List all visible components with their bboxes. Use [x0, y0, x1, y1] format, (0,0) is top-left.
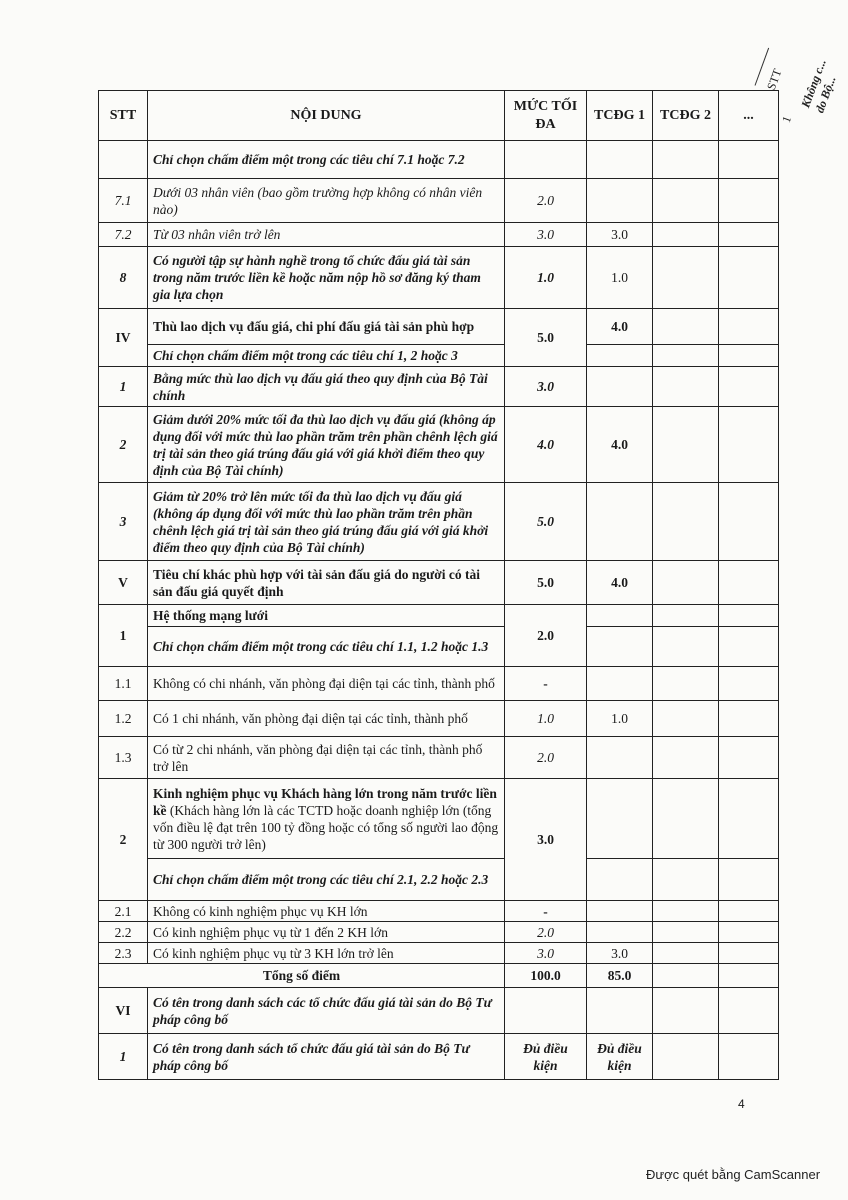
cell-tcdg2: [653, 367, 719, 407]
cell-tcdg2: [653, 627, 719, 667]
cell-tcdg2: [653, 141, 719, 179]
cell-stt: VI: [99, 988, 148, 1034]
cell-tcdg1: 4.0: [587, 407, 653, 483]
table-row: [99, 345, 779, 367]
cell-content-note: Chỉ chọn chấm điểm một trong các tiêu chí 1.1, 1.2 hoặc 1.3: [148, 627, 505, 667]
side-page-text: Không c... do Bộ...: [798, 57, 839, 115]
cell-max: 3.0: [505, 779, 587, 901]
cell-max: 3.0: [505, 943, 587, 964]
table-row: [99, 483, 779, 561]
cell-tcdg2: [653, 922, 719, 943]
cell-tcdg1: [587, 605, 653, 627]
cell-max: 2.0: [505, 179, 587, 223]
cell-etc: [719, 223, 779, 247]
cell-max: 3.0: [505, 367, 587, 407]
cell-content: Bằng mức thù lao dịch vụ đấu giá theo quy định của Bộ Tài chính: [148, 367, 505, 407]
table-row: [99, 901, 779, 922]
cell-etc: [719, 247, 779, 309]
table-row: [99, 605, 779, 627]
cell-tcdg2: [653, 179, 719, 223]
cell-etc: [719, 943, 779, 964]
cell-max: -: [505, 667, 587, 701]
header-etc: ...: [719, 91, 779, 141]
header-tcdg2: TCĐG 2: [653, 91, 719, 141]
table-row: [99, 701, 779, 737]
cell-total-label: Tổng số điểm: [99, 964, 505, 988]
table-row: [99, 779, 779, 859]
cell-stt: 1: [99, 1034, 148, 1080]
cell-stt: 2.1: [99, 901, 148, 922]
cell-tcdg2: [653, 309, 719, 345]
cell-stt: [99, 141, 148, 179]
cell-content: Có tên trong danh sách các tổ chức đấu giá tài sản do Bộ Tư pháp công bố: [148, 988, 505, 1034]
cell-tcdg1: 1.0: [587, 701, 653, 737]
table-row: [99, 988, 779, 1034]
header-stt: STT: [99, 91, 148, 141]
table-row: [99, 737, 779, 779]
cell-content: Không có chi nhánh, văn phòng đại diện tại các tỉnh, thành phố: [148, 667, 505, 701]
cell-tcdg2: [653, 605, 719, 627]
cell-tcdg1: 85.0: [587, 964, 653, 988]
cell-max: 1.0: [505, 247, 587, 309]
table-row-total: [99, 964, 779, 988]
cell-stt: 3: [99, 483, 148, 561]
cell-etc: [719, 605, 779, 627]
cell-tcdg2: [653, 943, 719, 964]
cell-etc: [719, 141, 779, 179]
scanner-watermark: Được quét bằng CamScanner: [646, 1167, 821, 1182]
table-row: [99, 247, 779, 309]
cell-content: Hệ thống mạng lưới: [148, 605, 505, 627]
table-row: [99, 141, 779, 179]
header-max: MỨC TỐI ĐA: [505, 91, 587, 141]
cell-max: 2.0: [505, 605, 587, 667]
cell-max: [505, 988, 587, 1034]
cell-stt: 8: [99, 247, 148, 309]
cell-tcdg2: [653, 901, 719, 922]
table-row: [99, 922, 779, 943]
cell-tcdg2: [653, 859, 719, 901]
table-row: [99, 223, 779, 247]
cell-tcdg2: [653, 779, 719, 859]
cell-max: 3.0: [505, 223, 587, 247]
cell-stt: 2.2: [99, 922, 148, 943]
table-row: [99, 367, 779, 407]
cell-etc: [719, 779, 779, 859]
cell-max: 5.0: [505, 309, 587, 367]
cell-max: 2.0: [505, 922, 587, 943]
cell-content: Có 1 chi nhánh, văn phòng đại diện tại các tỉnh, thành phố: [148, 701, 505, 737]
cell-etc: [719, 701, 779, 737]
cell-tcdg2: [653, 667, 719, 701]
table-row: [99, 943, 779, 964]
cell-tcdg1: [587, 141, 653, 179]
cell-stt: 1.1: [99, 667, 148, 701]
cell-tcdg2: [653, 407, 719, 483]
cell-stt: 1.3: [99, 737, 148, 779]
cell-stt: 1: [99, 605, 148, 667]
cell-tcdg2: [653, 737, 719, 779]
cell-tcdg1: Đủ điều kiện: [587, 1034, 653, 1080]
cell-tcdg2: [653, 223, 719, 247]
cell-etc: [719, 345, 779, 367]
cell-tcdg1: [587, 779, 653, 859]
cell-tcdg1: [587, 922, 653, 943]
cell-content: [148, 779, 505, 859]
cell-etc: [719, 309, 779, 345]
cell-stt: 7.1: [99, 179, 148, 223]
content-rest: (Khách hàng lớn là các TCTD hoặc doanh nghiệp lớn (tổng vốn điều lệ đạt trên 100 tỷ đồng hoặc có tổng số người lao động từ 300 người trở lên): [153, 802, 499, 852]
cell-tcdg1: [587, 345, 653, 367]
content-bold: Kinh nghiệm phục vụ Khách hàng lớn trong năm trước liền kề: [153, 785, 497, 818]
cell-tcdg2: [653, 701, 719, 737]
cell-max: -: [505, 901, 587, 922]
cell-etc: [719, 737, 779, 779]
cell-etc: [719, 988, 779, 1034]
cell-tcdg2: [653, 345, 719, 367]
table-row: [99, 667, 779, 701]
cell-stt: 2: [99, 407, 148, 483]
cell-content: Có người tập sự hành nghề trong tổ chức đấu giá tài sản trong năm trước liền kề hoặc năm nộp hồ sơ đăng ký tham gia lựa chọn: [148, 247, 505, 309]
cell-tcdg2: [653, 483, 719, 561]
cell-stt: IV: [99, 309, 148, 367]
cell-etc: [719, 1034, 779, 1080]
cell-etc: [719, 483, 779, 561]
cell-content-note: Chỉ chọn chấm điểm một trong các tiêu chí 1, 2 hoặc 3: [148, 345, 505, 367]
side-page-number: 1: [778, 114, 795, 125]
cell-tcdg1: [587, 627, 653, 667]
page-number: 4: [738, 1097, 745, 1111]
cell-content: Có kinh nghiệm phục vụ từ 3 KH lớn trở lên: [148, 943, 505, 964]
cell-content: Có tên trong danh sách tổ chức đấu giá tài sản do Bộ Tư pháp công bố: [148, 1034, 505, 1080]
table-row: [99, 859, 779, 901]
cell-tcdg2: [653, 964, 719, 988]
table-header-row: [99, 91, 779, 141]
cell-tcdg1: 3.0: [587, 943, 653, 964]
header-tcdg1: TCĐG 1: [587, 91, 653, 141]
cell-max: 2.0: [505, 737, 587, 779]
cell-max: 1.0: [505, 701, 587, 737]
cell-etc: [719, 901, 779, 922]
cell-tcdg1: [587, 667, 653, 701]
cell-tcdg1: 1.0: [587, 247, 653, 309]
cell-stt: 2.3: [99, 943, 148, 964]
cell-max: Đủ điều kiện: [505, 1034, 587, 1080]
cell-max: 100.0: [505, 964, 587, 988]
cell-tcdg2: [653, 988, 719, 1034]
cell-content-note: Chỉ chọn chấm điểm một trong các tiêu chí 2.1, 2.2 hoặc 2.3: [148, 859, 505, 901]
header-content: NỘI DUNG: [148, 91, 505, 141]
cell-max: 5.0: [505, 483, 587, 561]
criteria-table: [98, 90, 779, 1080]
cell-content: Từ 03 nhân viên trở lên: [148, 223, 505, 247]
table-row: [99, 1034, 779, 1080]
cell-etc: [719, 922, 779, 943]
cell-max: [505, 141, 587, 179]
cell-etc: [719, 179, 779, 223]
cell-etc: [719, 407, 779, 483]
cell-tcdg2: [653, 247, 719, 309]
table-row: [99, 627, 779, 667]
cell-content: Không có kinh nghiệm phục vụ KH lớn: [148, 901, 505, 922]
cell-etc: [719, 964, 779, 988]
cell-tcdg1: [587, 483, 653, 561]
cell-tcdg1: [587, 179, 653, 223]
cell-tcdg2: [653, 561, 719, 605]
cell-content: Tiêu chí khác phù hợp với tài sản đấu giá do người có tài sản đấu giá quyết định: [148, 561, 505, 605]
cell-max: 4.0: [505, 407, 587, 483]
cell-tcdg1: [587, 737, 653, 779]
cell-tcdg1: [587, 901, 653, 922]
cell-content: Chỉ chọn chấm điểm một trong các tiêu chí 7.1 hoặc 7.2: [148, 141, 505, 179]
cell-content: Có kinh nghiệm phục vụ từ 1 đến 2 KH lớn: [148, 922, 505, 943]
cell-stt: 1.2: [99, 701, 148, 737]
cell-stt: 2: [99, 779, 148, 901]
cell-max: 5.0: [505, 561, 587, 605]
cell-stt: V: [99, 561, 148, 605]
cell-tcdg1: [587, 367, 653, 407]
table-row: [99, 407, 779, 483]
cell-tcdg1: 4.0: [587, 309, 653, 345]
cell-etc: [719, 627, 779, 667]
cell-tcdg1: [587, 988, 653, 1034]
table-row: [99, 309, 779, 345]
cell-content: Giảm dưới 20% mức tối đa thù lao dịch vụ đấu giá (không áp dụng đối với mức thù lao phần trăm trên phần chênh lệch giá trị tài sản theo giá trúng đấu giá với giá khởi điểm theo quy định của Bộ Tài chính): [148, 407, 505, 483]
cell-tcdg1: 4.0: [587, 561, 653, 605]
table-row: [99, 561, 779, 605]
cell-stt: 1: [99, 367, 148, 407]
cell-content: Có từ 2 chi nhánh, văn phòng đại diện tại các tỉnh, thành phố trở lên: [148, 737, 505, 779]
cell-tcdg2: [653, 1034, 719, 1080]
cell-tcdg1: 3.0: [587, 223, 653, 247]
cell-etc: [719, 667, 779, 701]
cell-content: Giảm từ 20% trở lên mức tối đa thù lao dịch vụ đấu giá (không áp dụng đối với mức thù lao phần trăm trên phần chênh lệch giá trị tài sản theo giá trúng đấu giá với giá khởi điểm theo quy định của Bộ Tài chính): [148, 483, 505, 561]
cell-etc: [719, 859, 779, 901]
side-page-stt: STT: [763, 66, 785, 92]
cell-stt: 7.2: [99, 223, 148, 247]
cell-tcdg1: [587, 859, 653, 901]
cell-content: Thù lao dịch vụ đấu giá, chi phí đấu giá tài sản phù hợp: [148, 309, 505, 345]
cell-etc: [719, 561, 779, 605]
table-row: [99, 179, 779, 223]
cell-etc: [719, 367, 779, 407]
cell-content: Dưới 03 nhân viên (bao gồm trường hợp không có nhân viên nào): [148, 179, 505, 223]
